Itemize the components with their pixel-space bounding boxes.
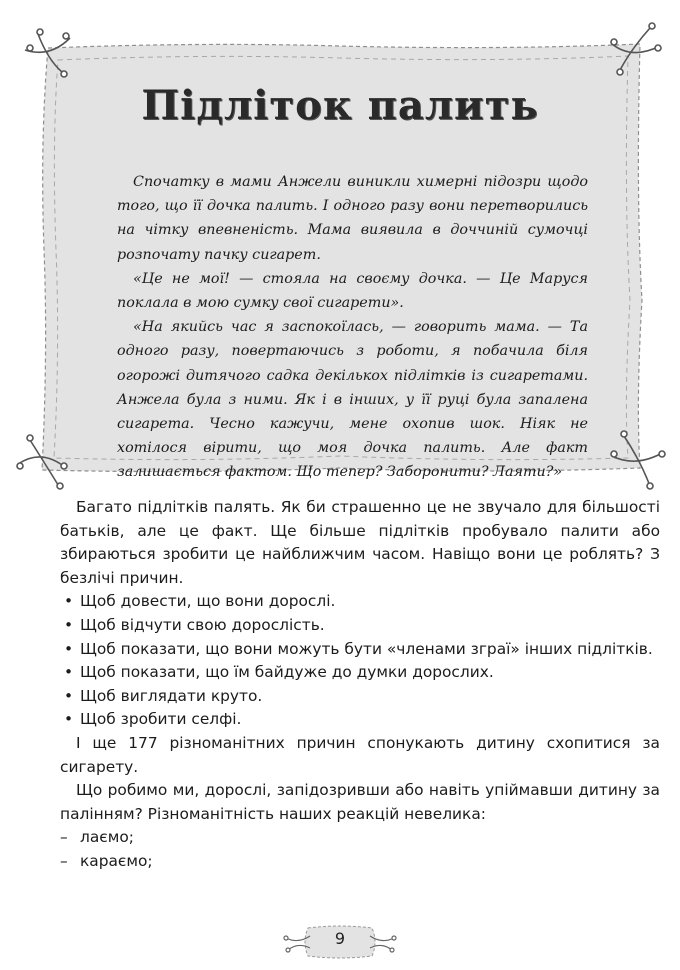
reasons-list: [60, 590, 660, 732]
reactions-list: [60, 826, 660, 873]
bullet-icon: •: [64, 592, 74, 611]
list-item: • Щоб зробити селфі.: [60, 708, 660, 732]
list-item: • Щоб відчути свою дорослість.: [60, 614, 660, 638]
paragraph: Що робимо ми, дорослі, запідозривши або навіть упіймавши дитину за палінням? Різноманітність наших реакцій невелика:: [60, 781, 660, 823]
dash-icon: –: [60, 828, 68, 847]
story-paragraph: «Це не мої! — стояла на своєму дочка. — Це Маруся поклала в мою сумку свої сигарети».: [117, 270, 588, 312]
page-number: 9: [334, 929, 346, 948]
story-paragraph: Спочатку в мами Анжели виникли химерні підозри щодо того, що її дочка палить. І одного разу вони перетворились на чітку впевненість. Мама виявила в доччиній сумочці розпочату пачку сигарет.: [117, 174, 588, 263]
bullet-icon: •: [64, 710, 74, 729]
bullet-icon: •: [64, 686, 74, 705]
bullet-icon: •: [64, 639, 74, 658]
main-text: [60, 496, 660, 874]
bullet-icon: •: [64, 663, 74, 682]
bullet-icon: •: [64, 615, 74, 634]
paragraph: І ще 177 різноманітних причин спонукають дитину схопитися за сигарету.: [60, 733, 660, 776]
intro-paragraph: Багато підлітків палять. Як би страшенно це не звучало для більшості батьків, але це факт. Ще більше підлітків пробувало палити або збираються зробити це найближчим часом. Навіщо вони це роблять? З безлічі причин.: [60, 498, 660, 587]
list-item: • Щоб виглядати круто.: [60, 685, 660, 709]
card-story: [117, 170, 588, 485]
card-title: Підліток палить: [141, 82, 539, 129]
story-paragraph: «На якийсь час я заспокоїлась, — говорить мама. — Та одного разу, повертаючись з роботи, я побачила біля огорожі дитячого садка декількох підлітків із сигаретами. Анжела була з ними. Як і в інших, у її руці була запалена сигарета. Чесно кажучи, мене охопив шок. Ніяк не хотілося вірити, що моя дочка палить. Але факт залишається фактом. Що тепер? Заборонити? Лаяти?»: [117, 319, 588, 481]
dash-icon: –: [60, 851, 68, 870]
list-item: • Щоб показати, що їм байдуже до думки дорослих.: [60, 661, 660, 685]
list-item: – караємо;: [60, 850, 660, 874]
list-item: • Щоб показати, що вони можуть бути «членами зграї» інших підлітків.: [60, 638, 660, 662]
list-item: – лаємо;: [60, 826, 660, 850]
list-item: • Щоб довести, що вони дорослі.: [60, 590, 660, 614]
